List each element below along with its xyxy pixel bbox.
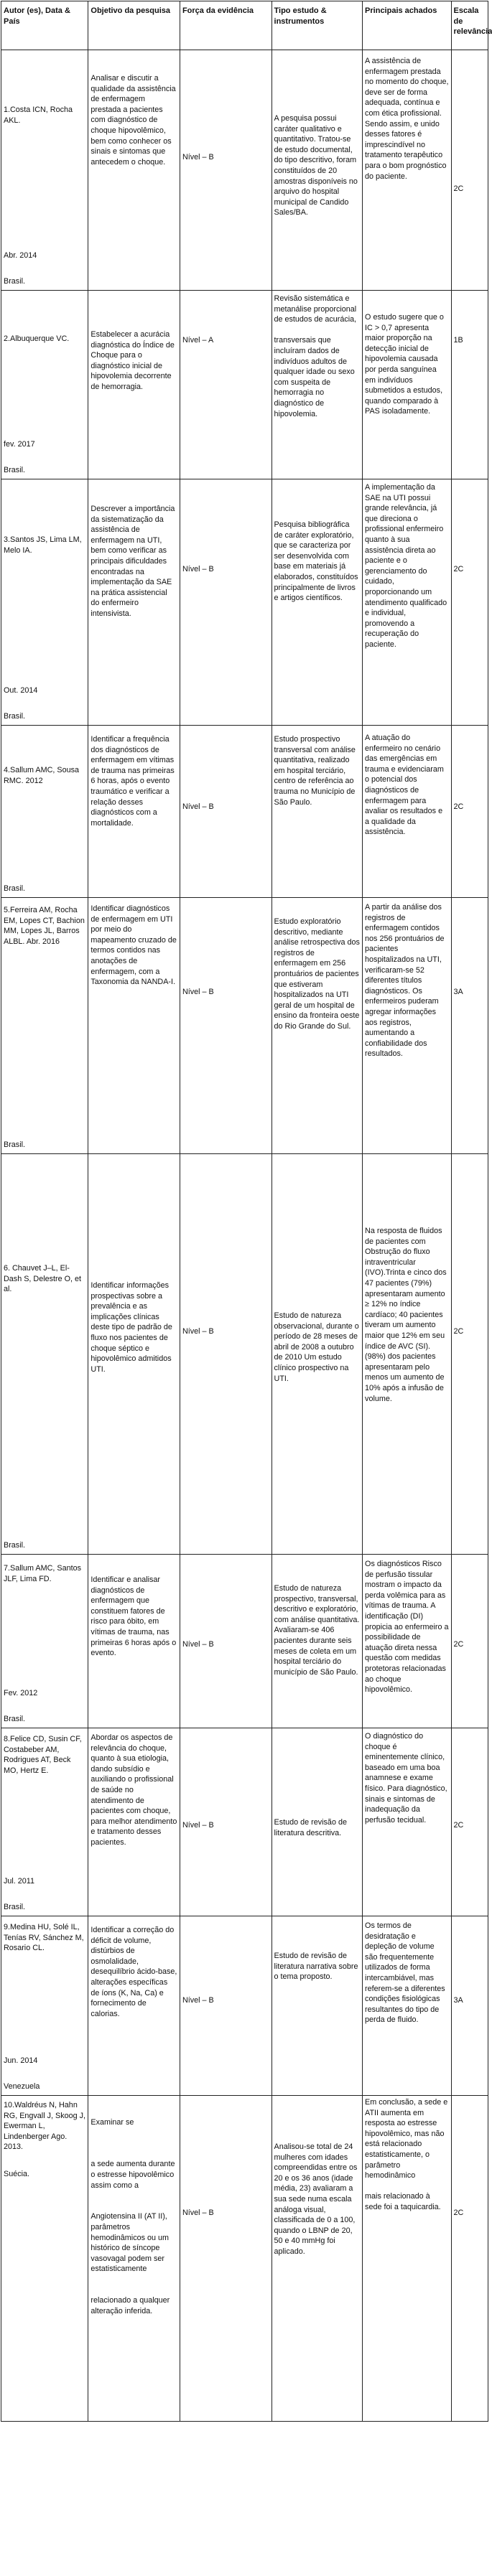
table-row bbox=[1, 1555, 488, 1728]
cell-objetivo-text: Abordar os aspectos de relevância do choque, quanto à sua etiologia, dando subsídio e auxiliando o profissional de saúde no atendimento de pacientes com choque, para melhor atendimento e tratamento desses pacientes. bbox=[90, 1733, 177, 1847]
cell-autor bbox=[1, 1728, 88, 1916]
autor-date: Jun. 2014 bbox=[4, 2056, 38, 2065]
cell-escala-text: 2C bbox=[453, 184, 464, 193]
cell-autor bbox=[1, 2096, 88, 2422]
autor-names: 7.Sallum AMC, Santos JLF, Lima FD. bbox=[4, 1564, 82, 1583]
cell-escala bbox=[451, 898, 488, 1154]
cell-forca-text: Nível – B bbox=[182, 2209, 214, 2217]
autor-country: Venezuela bbox=[4, 2082, 40, 2091]
cell-objetivo-text: Examinar se a sede aumenta durante o estresse hipovolêmico assim como a Angiotensina II (AT II), parâmetros hemodinâmicos ou um histórico de síncope vasovagal podem ser estatisticamente relacionado a qualquer alteração inferida. bbox=[90, 2118, 175, 2315]
cell-escala bbox=[451, 291, 488, 479]
cell-achados bbox=[363, 726, 451, 898]
cell-objetivo bbox=[88, 898, 180, 1154]
cell-forca-text: Nível – B bbox=[182, 1640, 214, 1649]
cell-achados bbox=[363, 898, 451, 1154]
cell-forca-text: Nível – B bbox=[182, 1996, 214, 2005]
cell-forca bbox=[180, 479, 271, 726]
cell-tipo-text: A pesquisa possui caráter qualitativo e quantitativo. Tratou-se de estudo documental, do tipo descritivo, foram constituídos de 20 amostras disponíveis no arquivo do hospital municipal de Candido Sales/BA. bbox=[274, 114, 358, 217]
table-header-row bbox=[1, 1, 488, 50]
cell-tipo-text: Revisão sistemática e metanálise proporcional de estudos de acurácia, transversais que incluíram dados de indivíduos adultos de qualquer idade ou sexo com suspeita de hemorragia no diagnóstico de hipovolemia. bbox=[274, 294, 357, 418]
cell-forca-text: Nível – B bbox=[182, 802, 214, 811]
autor-names: 3.Santos JS, Lima LM, Melo IA. bbox=[4, 535, 82, 555]
cell-tipo bbox=[271, 1555, 363, 1728]
cell-objetivo bbox=[88, 479, 180, 726]
cell-achados-text: A partir da análise dos registros de enfermagem contidos nos 256 prontuários de pacientes hospitalizados na UTI, verificaram-se 52 diferentes títulos diagnósticos. Os enfermeiros puderam agregar informações aos registros, aumentando a confiabilidade dos resultados. bbox=[365, 903, 445, 1059]
cell-objetivo-text: Analisar e discutir a qualidade da assistência de enfermagem prestada a pacientes com diagnóstico de choque hipovolêmico, bem como conhecer os sinais e sintomas que antecedem o choque. bbox=[90, 74, 176, 167]
cell-tipo-text: Pesquisa bibliográfica de caráter exploratório, que se caracteriza por ser desenvolvida com base em materiais já elaborados, constituídos principalmente de livros e artigos científicos. bbox=[274, 520, 358, 603]
autor-date: Suécia. bbox=[4, 2170, 30, 2178]
cell-escala-text: 2C bbox=[453, 1327, 464, 1336]
cell-achados-text: Os diagnósticos Risco de perfusão tissular mostram o impacto da perda volêmica para as vítimas de trauma. A identificação (DI) propicia ao enfermeiro a possibilidade de atuação direta nessa questão com medidas protetoras relacionadas ao choque hipovolêmico. bbox=[365, 1560, 449, 1695]
autor-names: 4.Sallum AMC, Sousa RMC. 2012 bbox=[4, 766, 80, 785]
cell-escala bbox=[451, 1154, 488, 1555]
cell-achados bbox=[363, 2096, 451, 2422]
cell-achados-text: Na resposta de fluidos de pacientes com Obstrução do fluxo intraventricular (IVO).Trinta e cinco dos 47 pacientes (79%) apresentaram aumento ≥ 12% no índice cardíaco; 40 pacientes tiveram um aumento maior que 12% em seu índice de AVC (SI). (98%) dos pacientes apresentaram pelo menos um aumento de 10% após a infusão de volume. bbox=[365, 1227, 447, 1403]
cell-escala bbox=[451, 479, 488, 726]
cell-escala-text: 1B bbox=[453, 336, 463, 345]
cell-forca-text: Nível – B bbox=[182, 153, 214, 161]
autor-names: 1.Costa ICN, Rocha AKL. bbox=[4, 106, 73, 125]
cell-achados-text: Os termos de desidratação e depleção de volume são frequentemente utilizados de forma intercambiável, mas referem-se a diferentes condições fisiológicas resultantes do tipo de perda de fluido. bbox=[365, 1921, 445, 2025]
cell-objetivo-text: Descrever a importância da sistematização da assistência de enfermagem na UTI, bem como verificar as principais dificuldades encontradas na implementação da SAE na prática assistencial do enfermeiro intensivista. bbox=[90, 505, 175, 618]
cell-achados bbox=[363, 479, 451, 726]
cell-tipo-text: Analisou-se total de 24 mulheres com idades compreendidas entre os 20 e os 36 anos (idade média, 23) avaliaram a sua sede numa escala análoga visual, classificada de 0 a 100, quando o LBNP de 20, 50 e 40 mmHg foi aplicado. bbox=[274, 2142, 358, 2256]
cell-objetivo bbox=[88, 2096, 180, 2422]
cell-escala bbox=[451, 50, 488, 291]
table-row bbox=[1, 1916, 488, 2096]
cell-objetivo bbox=[88, 1555, 180, 1728]
autor-names: 10.Waldréus N, Hahn RG, Engvall J, Skoog J, Ewerman L, Lindenberger Ago. 2013. bbox=[4, 2101, 86, 2152]
autor-names: 2.Albuquerque VC. bbox=[4, 334, 70, 343]
autor-country: Brasil. bbox=[4, 884, 25, 893]
cell-escala-text: 2C bbox=[453, 1640, 464, 1649]
cell-autor bbox=[1, 291, 88, 479]
cell-tipo-text: Estudo de revisão de literatura narrativa sobre o tema proposto. bbox=[274, 1952, 358, 1982]
cell-achados-text: O estudo sugere que o IC > 0,7 apresenta maior proporção na detecção inicial de hipovolemia causada por perda sanguínea em indivíduos submetidos a estudos, quando comparado à PAS isoladamente. bbox=[365, 313, 444, 416]
autor-country: Brasil. bbox=[4, 1903, 25, 1911]
cell-achados-text: O diagnóstico do choque é eminentemente clínico, baseado em uma boa anamnese e exame físico. Para diagnóstico, sinais e sintomas de inadequação da perfusão tecidual. bbox=[365, 1732, 447, 1825]
autor-names: 5.Ferreira AM, Rocha EM, Lopes CT, Bachion MM, Lopes JL, Barros ALBL. Abr. 2016 bbox=[4, 906, 85, 946]
cell-tipo bbox=[271, 1154, 363, 1555]
table-row bbox=[1, 479, 488, 726]
cell-autor bbox=[1, 1555, 88, 1728]
cell-autor bbox=[1, 479, 88, 726]
autor-country: Brasil. bbox=[4, 1541, 25, 1550]
cell-achados bbox=[363, 1728, 451, 1916]
cell-forca-text: Nível – B bbox=[182, 565, 214, 573]
cell-tipo bbox=[271, 726, 363, 898]
cell-forca bbox=[180, 1728, 271, 1916]
cell-escala-text: 2C bbox=[453, 2209, 464, 2217]
cell-forca bbox=[180, 1555, 271, 1728]
cell-achados bbox=[363, 1555, 451, 1728]
cell-tipo bbox=[271, 1728, 363, 1916]
cell-objetivo bbox=[88, 50, 180, 291]
autor-country: Brasil. bbox=[4, 712, 25, 721]
cell-tipo-text: Estudo exploratório descritivo, mediante análise retrospectiva dos registros de enfermagem em 256 prontuários de pacientes que estiveram hospitalizados na UTI geral de um hospital de ensino da fronteira oeste do Rio Grande do Sul. bbox=[274, 917, 360, 1031]
cell-escala bbox=[451, 1728, 488, 1916]
cell-escala bbox=[451, 2096, 488, 2422]
cell-objetivo bbox=[88, 1916, 180, 2096]
table-row bbox=[1, 50, 488, 291]
cell-objetivo bbox=[88, 1728, 180, 1916]
cell-tipo bbox=[271, 479, 363, 726]
autor-country: Brasil. bbox=[4, 277, 25, 286]
cell-autor bbox=[1, 726, 88, 898]
cell-forca bbox=[180, 2096, 271, 2422]
cell-autor bbox=[1, 1154, 88, 1555]
cell-objetivo-text: Estabelecer a acurácia diagnóstica do Índice de Choque para o diagnóstico inicial de hipovolemia decorrente de hemorragia. bbox=[90, 330, 175, 391]
cell-escala bbox=[451, 726, 488, 898]
evidence-table bbox=[1, 1, 492, 2422]
cell-escala-text: 3A bbox=[453, 1996, 463, 2005]
autor-names: 8.Felice CD, Susin CF, Costabeber AM, Rodrigues AT, Beck MO, Hertz E. bbox=[4, 1735, 82, 1775]
cell-tipo-text: Estudo de natureza prospectivo, transversal, descritivo e exploratório, com análise quantitativa. Avaliaram-se 406 pacientes durante seis meses de coleta em um hospital terciário do município de São Paulo. bbox=[274, 1584, 360, 1677]
autor-country: Brasil. bbox=[4, 1141, 25, 1149]
header-forca: Força da evidência bbox=[180, 1, 271, 50]
autor-date: Out. 2014 bbox=[4, 686, 38, 695]
cell-achados bbox=[363, 291, 451, 479]
cell-forca-text: Nível – B bbox=[182, 1327, 214, 1336]
cell-objetivo-text: Identificar a frequência dos diagnósticos de enfermagem em vítimas de trauma nas primeiras 6 horas, após o evento traumático e verificar a relação desses diagnósticos com a mortalidade. bbox=[90, 735, 175, 828]
table-row bbox=[1, 291, 488, 479]
table-row bbox=[1, 1728, 488, 1916]
cell-forca-text: Nível – A bbox=[182, 336, 214, 345]
cell-tipo-text: Estudo de natureza observacional, durante o período de 28 meses de abril de 2008 a outubro de 2010 Um estudo clínico prospectivo na UTI. bbox=[274, 1311, 359, 1383]
cell-objetivo bbox=[88, 726, 180, 898]
header-objetivo: Objetivo da pesquisa bbox=[88, 1, 180, 50]
table-row bbox=[1, 726, 488, 898]
cell-achados bbox=[363, 1154, 451, 1555]
cell-objetivo-text: Identificar diagnósticos de enfermagem em UTI por meio do mapeamento cruzado de termos contidos nas anotações de enfermagem, com a Taxonomia da NANDA-I. bbox=[90, 904, 177, 987]
cell-escala-text: 2C bbox=[453, 1821, 464, 1830]
cell-tipo bbox=[271, 1916, 363, 2096]
header-autor: Autor (es), Data & País bbox=[1, 1, 88, 50]
autor-names: 9.Medina HU, Solé IL, Tenías RV, Sánchez M, Rosario CL. bbox=[4, 1923, 84, 1953]
cell-escala-text: 2C bbox=[453, 565, 464, 573]
cell-forca bbox=[180, 50, 271, 291]
cell-tipo-text: Estudo prospectivo transversal com análise quantitativa, realizado em hospital terciário, centro de referência ao trauma no Município de São Paulo. bbox=[274, 735, 356, 807]
table-row bbox=[1, 1154, 488, 1555]
cell-forca bbox=[180, 726, 271, 898]
autor-date: Abr. 2014 bbox=[4, 251, 37, 260]
cell-forca bbox=[180, 1916, 271, 2096]
header-escala: Escala de relevância bbox=[451, 1, 488, 50]
cell-autor bbox=[1, 1916, 88, 2096]
header-tipo: Tipo estudo & instrumentos bbox=[271, 1, 363, 50]
autor-country: Brasil. bbox=[4, 466, 25, 474]
cell-tipo-text: Estudo de revisão de literatura descritiva. bbox=[274, 1818, 347, 1837]
autor-date: Fev. 2012 bbox=[4, 1689, 38, 1697]
cell-achados-text: A implementação da SAE na UTI possui grande relevância, já que direciona o profissional enfermeiro quanto à sua assistência direta ao paciente e o gerenciamento do cuidado, proporcionando um atendimento qualificado e individual, promovendo a recuperação do paciente. bbox=[365, 483, 447, 649]
cell-objetivo-text: Identificar informações prospectivas sobre a prevalência e as implicações clínicas deste tipo de padrão de fluxo nos pacientes de choque séptico e hipovolêmico admitidos UTI. bbox=[90, 1281, 172, 1374]
cell-forca bbox=[180, 1154, 271, 1555]
cell-tipo bbox=[271, 2096, 363, 2422]
cell-tipo bbox=[271, 50, 363, 291]
cell-escala bbox=[451, 1555, 488, 1728]
cell-objetivo-text: Identificar a correção do déficit de volume, distúrbios de osmolalidade, desequilíbrio ácido-base, alterações específicas de íons (K, Na, Ca) e fornecimento de calorias. bbox=[90, 1926, 177, 2018]
cell-tipo bbox=[271, 291, 363, 479]
table-row bbox=[1, 898, 488, 1154]
table-row bbox=[1, 2096, 488, 2422]
cell-forca-text: Nível – B bbox=[182, 1821, 214, 1830]
autor-names: 6. Chauvet J–L, El-Dash S, Delestre O, et al. bbox=[4, 1264, 82, 1294]
cell-achados-text: A assistência de enfermagem prestada no momento do choque, deve ser de forma adequada, contínua e com ética profissional. Sendo assim, e unido desses fatores é imprescindível no tratamento terapêutico para o bom prognóstico do paciente. bbox=[365, 57, 449, 181]
cell-achados bbox=[363, 1916, 451, 2096]
cell-escala-text: 2C bbox=[453, 802, 464, 811]
cell-tipo bbox=[271, 898, 363, 1154]
cell-forca bbox=[180, 291, 271, 479]
autor-date: fev. 2017 bbox=[4, 440, 35, 449]
cell-achados-text: Em conclusão, a sede e ATII aumenta em resposta ao estresse hipovolêmico, mas não está relacionado estatisticamente, o parâmetro hemodinâmico mais relacionado à sede foi a taquicardia. bbox=[365, 2098, 448, 2211]
cell-escala bbox=[451, 1916, 488, 2096]
cell-escala-text: 3A bbox=[453, 988, 463, 996]
header-achados: Principais achados bbox=[363, 1, 451, 50]
cell-objetivo bbox=[88, 1154, 180, 1555]
cell-objetivo-text: Identificar e analisar diagnósticos de enfermagem que constituem fatores de risco para óbito, em vítimas de trauma, nas primeiras 6 horas após o evento. bbox=[90, 1575, 177, 1658]
autor-country: Brasil. bbox=[4, 1715, 25, 1723]
cell-autor bbox=[1, 898, 88, 1154]
cell-forca bbox=[180, 898, 271, 1154]
cell-objetivo bbox=[88, 291, 180, 479]
cell-autor bbox=[1, 50, 88, 291]
cell-achados-text: A atuação do enfermeiro no cenário das emergências em trauma e evidenciaram o potencial dos diagnósticos de enfermagem para avaliar os resultados e a qualidade da assistência. bbox=[365, 734, 444, 837]
cell-achados bbox=[363, 50, 451, 291]
autor-date: Jul. 2011 bbox=[4, 1877, 35, 1886]
cell-forca-text: Nível – B bbox=[182, 988, 214, 996]
